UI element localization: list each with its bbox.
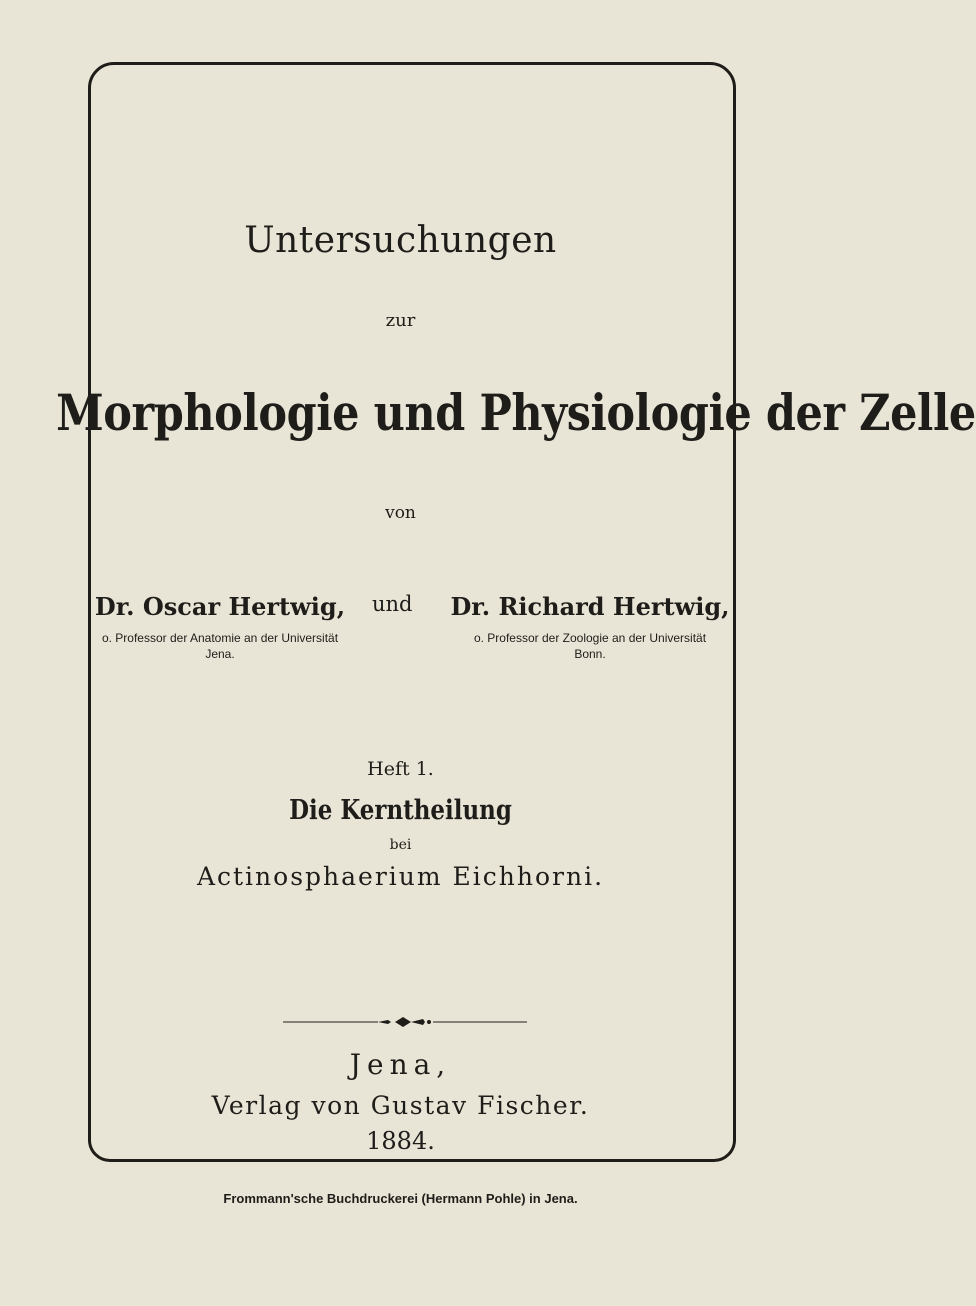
issue-subject: Die Kerntheilung — [289, 795, 512, 826]
author-left-name: Dr. Oscar Hertwig, — [94, 592, 346, 621]
by-label: von — [385, 503, 416, 523]
main-title: Morphologie und Physiologie der Zelle — [56, 383, 976, 442]
author-left — [60, 592, 380, 661]
author-conjunction: und — [372, 592, 413, 616]
ornament-divider-icon — [283, 1015, 527, 1029]
author-right-name: Dr. Richard Hertwig, — [450, 592, 730, 621]
author-left-role: o. Professor der Anatomie an der Universität — [101, 631, 339, 645]
imprint-year: 1884. — [366, 1127, 435, 1155]
author-right — [440, 592, 740, 661]
issue-organism: Actinosphaerium Eichhorni. — [196, 862, 605, 891]
issue-preposition: bei — [389, 837, 412, 853]
imprint-place: Jena, — [349, 1048, 452, 1081]
printer-credit: Frommann'sche Buchdruckerei (Hermann Pohle) in Jena. — [223, 1191, 578, 1206]
title-line-2: zur — [385, 310, 416, 331]
title-line-1: Untersuchungen — [244, 220, 557, 261]
author-right-role: o. Professor der Zoologie an der Universität — [473, 631, 707, 645]
author-left-city: Jena. — [205, 647, 235, 661]
imprint-publisher: Verlag von Gustav Fischer. — [211, 1091, 590, 1120]
author-right-city: Bonn. — [574, 647, 606, 661]
issue-number: Heft 1. — [367, 758, 434, 780]
